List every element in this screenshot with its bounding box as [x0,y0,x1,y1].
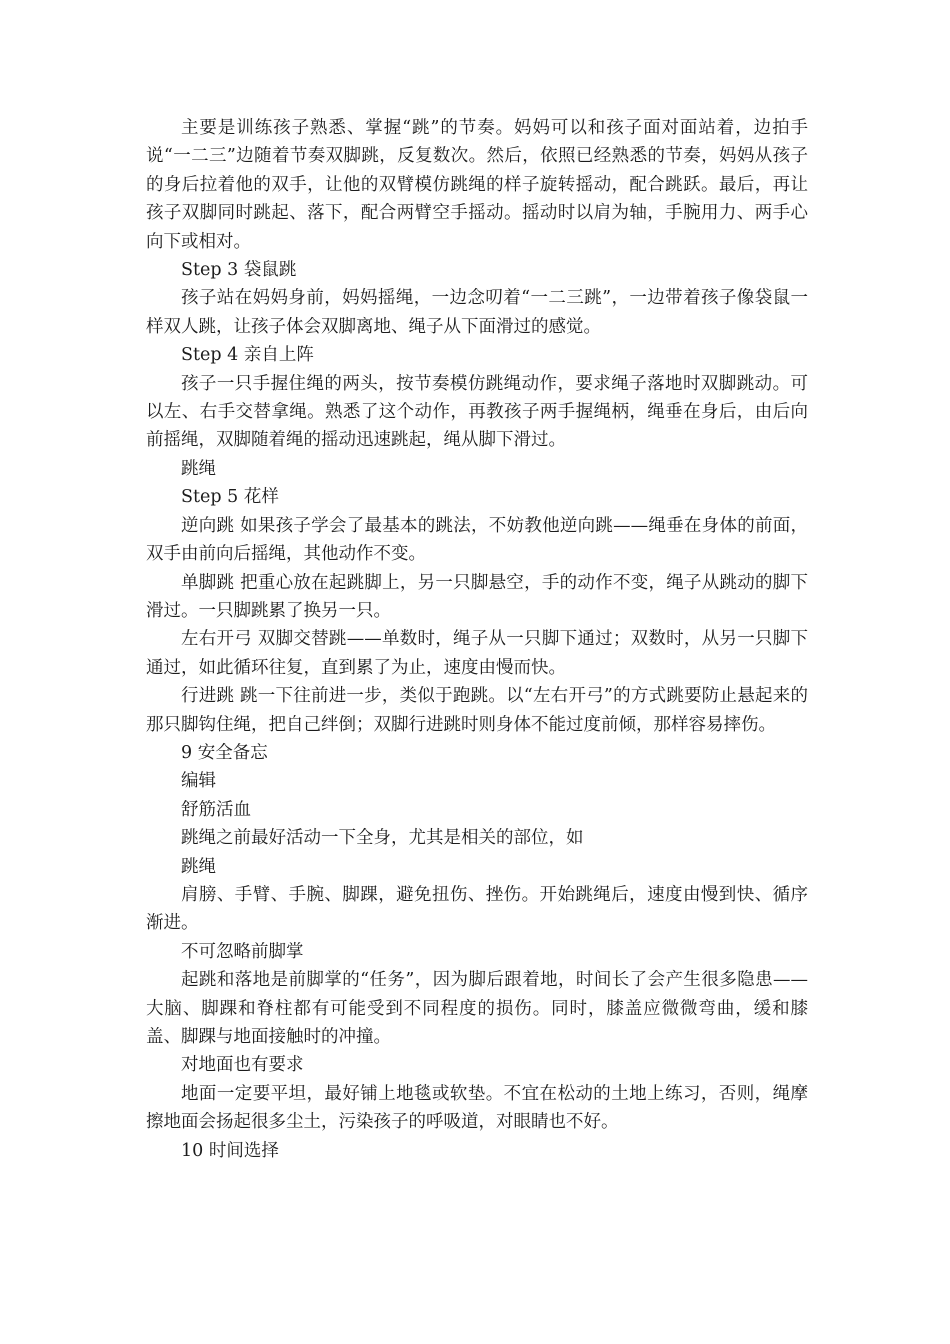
section-10-heading: 10 时间选择 [181,1140,279,1161]
image-caption-jump-rope: 跳绳 [181,458,216,479]
paragraph-single-foot-jump: 单脚跳 把重心放在起跳脚上，另一只脚悬空，手的动作不变，绳子从跳动的脚下滑过。一只脚跳累了换另一只。 [146,572,808,621]
paragraph-warm-up-continued: 肩膀、手臂、手腕、脚踝，避免扭伤、挫伤。开始跳绳后，速度由慢到快、循序渐进。 [146,884,808,934]
paragraph-ground: 地面一定要平坦，最好铺上地毯或软垫。不宜在松动的土地上练习，否则，绳摩擦地面会扬起很多尘土，污染孩子的呼吸道，对眼睛也不好。 [146,1083,808,1133]
section-9-heading: 9 安全备忘 [181,742,268,763]
step-5-heading: Step 5 花样 [181,487,279,508]
subheading-forefoot: 不可忽略前脚掌 [181,941,304,962]
step-3-heading: Step 3 袋鼠跳 [181,260,297,281]
subheading-warm-up: 舒筋活血 [181,799,251,820]
subheading-ground: 对地面也有要求 [181,1055,304,1076]
paragraph-reverse-jump: 逆向跳 如果孩子学会了最基本的跳法，不妨教他逆向跳——绳垂在身体的前面，双手由前向后摇绳，其他动作不变。 [146,515,808,565]
paragraph-warm-up: 跳绳之前最好活动一下全身，尤其是相关的部位，如 [181,828,584,849]
step-4-heading: Step 4 亲自上阵 [181,345,314,366]
paragraph-running-jump: 行进跳 跳一下往前进一步，类似于跑跳。以“左右开弓”的方式跳要防止悬起来的那只脚钩住绳，把自己绊倒；双脚行进跳时则身体不能过度前倾，那样容易摔伤。 [146,686,808,735]
paragraph-rhythm-training: 主要是训练孩子熟悉、掌握“跳”的节奏。妈妈可以和孩子面对面站着，边拍手说“一二三”边随着节奏双脚跳，反复数次。然后，依照已经熟悉的节奏，妈妈从孩子的身后拉着他的双手，让他的双臂模仿跳绳的样子旋转摇动，配合跳跃。最后，再让孩子双脚同时跳起、落下，配合两臂空手摇动。摇动时以肩为轴，手腕用力、两手心向下或相对。 [146,118,808,252]
paragraph-alternate-foot-jump: 左右开弓 双脚交替跳——单数时，绳子从一只脚下通过；双数时，从另一只脚下通过，如此循环往复，直到累了为止，速度由慢而快。 [146,629,808,678]
image-caption-jump-rope-2: 跳绳 [181,856,216,877]
document-page [146,114,808,1165]
edit-label: 编辑 [181,771,216,792]
paragraph-kangaroo-jump: 孩子站在妈妈身前，妈妈摇绳，一边念叨着“一二三跳”，一边带着孩子像袋鼠一样双人跳，让孩子体会双脚离地、绳子从下面滑过的感觉。 [146,288,808,337]
paragraph-solo-practice: 孩子一只手握住绳的两头，按节奏模仿跳绳动作，要求绳子落地时双脚跳动。可以左、右手交替拿绳。熟悉了这个动作，再教孩子两手握绳柄，绳垂在身后，由后向前摇绳，双脚随着绳的摇动迅速跳起，绳从脚下滑过。 [146,373,808,451]
paragraph-forefoot: 起跳和落地是前脚掌的“任务”，因为脚后跟着地，时间长了会产生很多隐患——大脑、脚踝和脊柱都有可能受到不同程度的损伤。同时，膝盖应微微弯曲，缓和膝盖、脚踝与地面接触时的冲撞。 [146,970,808,1047]
